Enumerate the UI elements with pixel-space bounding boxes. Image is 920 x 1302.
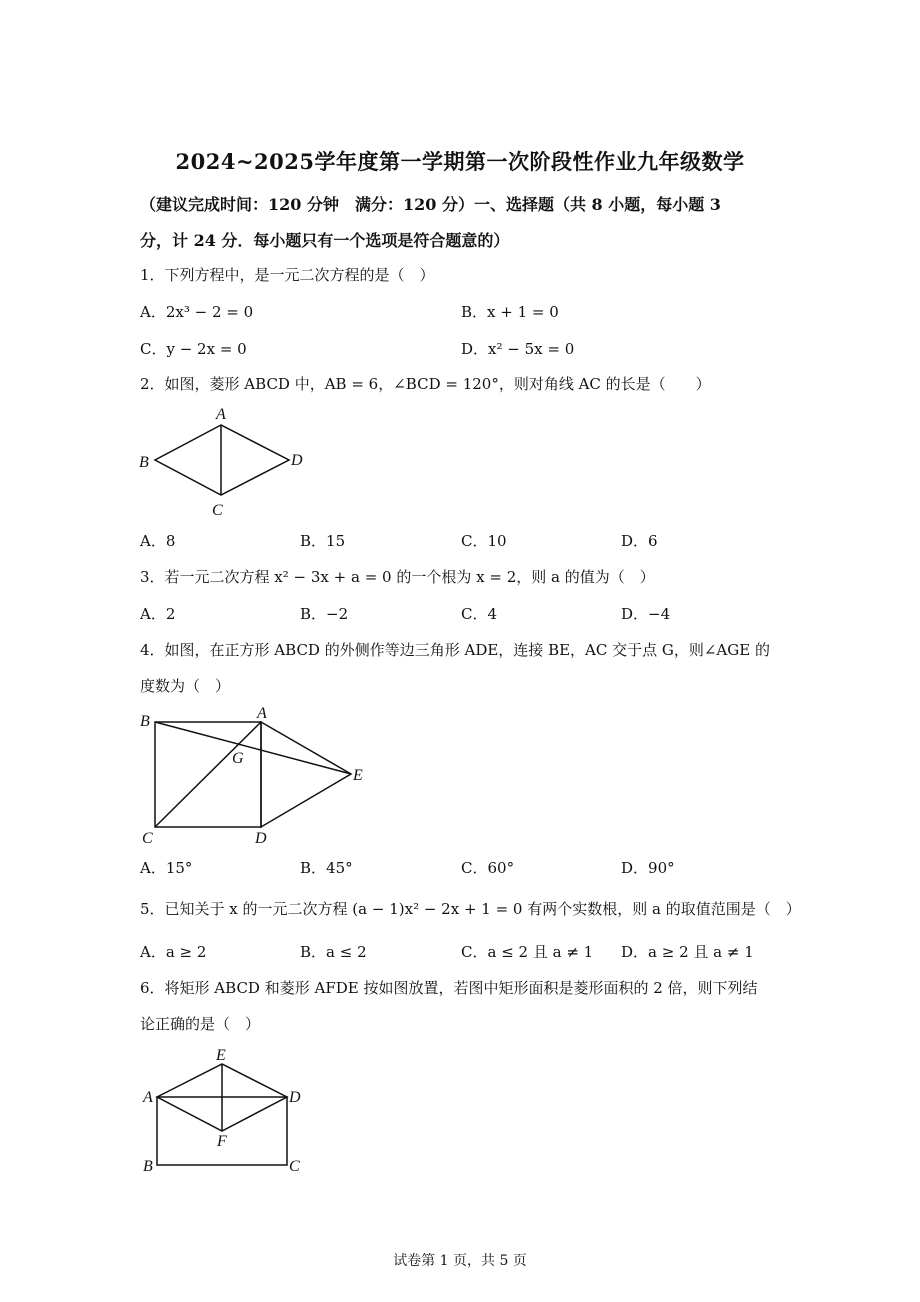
instructions-line-1: （建议完成时间：120 分钟 满分：120 分）一、选择题（共 8 小题，每小题 3 (140, 195, 721, 214)
q2-option-a: A．8 (140, 532, 176, 550)
label-a: A (257, 705, 267, 722)
question-3-stem: 3．若一元二次方程 x² − 3x + a = 0 的一个根为 x = 2，则 a 的值为（ ） (140, 568, 655, 586)
question-6-stem-line-1: 6．将矩形 ABCD 和菱形 AFDE 按如图放置，若图中矩形面积是菱形面积的 2 倍，则下列结 (140, 979, 758, 997)
label-a: A (216, 406, 226, 423)
question-1-stem: 1．下列方程中，是一元二次方程的是（ ） (140, 266, 435, 284)
q1-option-b: B．x + 1 = 0 (461, 303, 559, 321)
q3-option-c: C．4 (461, 605, 498, 623)
square-triangle-figure (135, 704, 375, 850)
q2-option-d: D．6 (621, 532, 658, 550)
page-footer: 试卷第 1 页，共 5 页 (393, 1253, 527, 1269)
question-6-stem-line-2: 论正确的是（ ） (140, 1015, 261, 1033)
instructions-line-2: 分，计 24 分．每小题只有一个选项是符合题意的） (140, 231, 510, 250)
q1-option-a: A．2x³ − 2 = 0 (140, 303, 254, 321)
q1-option-d: D．x² − 5x = 0 (461, 340, 575, 358)
page-title: 2024~2025学年度第一学期第一次阶段性作业九年级数学 (175, 149, 745, 174)
rhombus-figure (135, 402, 325, 520)
label-e: E (216, 1047, 226, 1064)
q5-option-b: B．a ≤ 2 (300, 943, 367, 961)
label-a: A (143, 1089, 153, 1106)
label-c: C (289, 1158, 300, 1175)
question-5-stem: 5．已知关于 x 的一元二次方程 (a − 1)x² − 2x + 1 = 0 有两个实数根，则 a 的取值范围是（ ） (140, 900, 801, 918)
q4-option-b: B．45° (300, 859, 353, 877)
q2-option-c: C．10 (461, 532, 507, 550)
triangle-ade (261, 722, 351, 827)
q4-option-d: D．90° (621, 859, 675, 877)
rhombus-outline (155, 425, 289, 495)
q5-option-a: A．a ≥ 2 (140, 943, 207, 961)
label-b: B (143, 1158, 153, 1175)
q4-option-c: C．60° (461, 859, 515, 877)
q1-option-c: C．y − 2x = 0 (140, 340, 247, 358)
label-f: F (217, 1133, 227, 1150)
label-e: E (353, 767, 363, 784)
label-b: B (139, 454, 149, 471)
question-4-stem-line-2: 度数为（ ） (140, 677, 231, 695)
q4-option-a: A．15° (140, 859, 193, 877)
q2-option-b: B．15 (300, 532, 346, 550)
segment-ac (155, 722, 261, 827)
rectangle-rhombus-figure (135, 1044, 315, 1180)
label-d: D (255, 830, 267, 847)
label-d: D (291, 452, 303, 469)
question-4-stem-line-1: 4．如图，在正方形 ABCD 的外侧作等边三角形 ADE，连接 BE，AC 交于点 G，则∠AGE 的 (140, 641, 770, 659)
label-c: C (142, 830, 153, 847)
label-c: C (212, 502, 223, 519)
label-d: D (289, 1089, 301, 1106)
q3-option-a: A．2 (140, 605, 176, 623)
question-2-stem: 2．如图，菱形 ABCD 中，AB = 6，∠BCD = 120°，则对角线 AC 的长是（ ） (140, 375, 711, 393)
label-b: B (140, 713, 150, 730)
q3-option-d: D．−4 (621, 605, 671, 623)
label-g: G (232, 750, 244, 767)
q5-option-d: D．a ≥ 2 且 a ≠ 1 (621, 943, 754, 961)
q5-option-c: C．a ≤ 2 且 a ≠ 1 (461, 943, 594, 961)
q3-option-b: B．−2 (300, 605, 349, 623)
